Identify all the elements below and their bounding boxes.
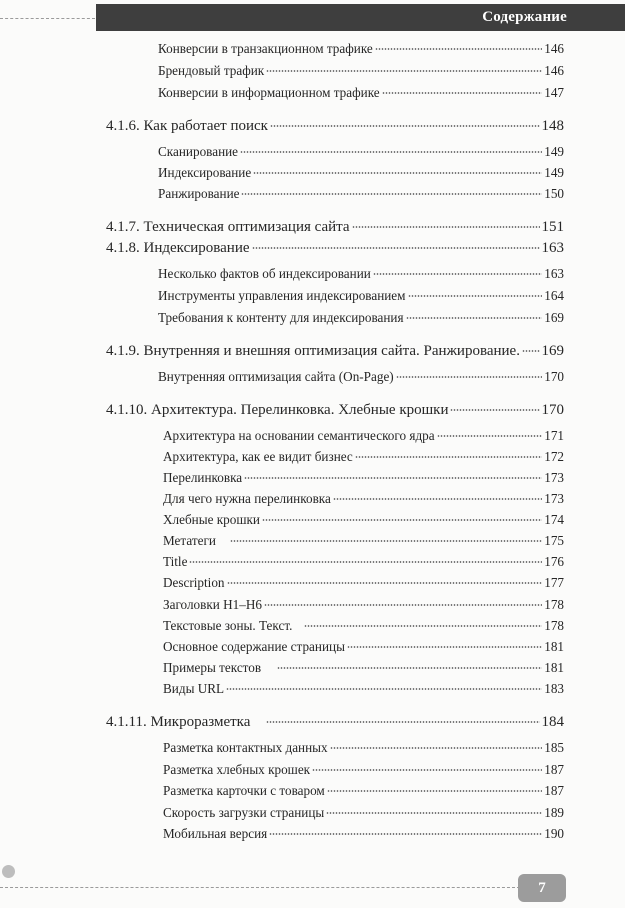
- dot-leader: [230, 540, 542, 542]
- toc-section-page: 184: [541, 714, 564, 730]
- dot-leader: [330, 747, 543, 749]
- toc-entry-page: 190: [544, 826, 564, 841]
- page-number-badge: [518, 874, 566, 902]
- toc-entry[interactable]: [158, 62, 564, 80]
- toc-entry-page: 146: [544, 63, 564, 78]
- toc-entry[interactable]: [163, 596, 564, 614]
- dot-leader: [253, 172, 542, 174]
- dot-leader: [355, 456, 542, 458]
- toc-entry-title: Конверсии в транзакционном трафике: [158, 41, 373, 56]
- dot-leader: [252, 247, 540, 249]
- toc-entry-title: Заголовки H1–H6: [163, 597, 262, 612]
- dot-leader: [240, 151, 542, 153]
- dot-leader: [333, 498, 542, 500]
- dot-leader: [408, 295, 543, 297]
- toc-entry-page: 187: [544, 762, 564, 777]
- toc-entry[interactable]: [158, 287, 564, 305]
- toc-entry-title: Внутренняя оптимизация сайта (On-Page): [158, 369, 394, 384]
- toc-entry-title: Виды URL: [163, 681, 225, 696]
- toc-entry-page: 189: [544, 805, 564, 820]
- toc-section-page: 170: [541, 402, 564, 418]
- toc-entry[interactable]: [163, 680, 564, 698]
- dot-leader: [352, 226, 540, 228]
- dot-leader: [241, 193, 542, 195]
- toc-entry-page: 163: [544, 266, 564, 281]
- dot-leader: [266, 70, 542, 72]
- toc-entry[interactable]: [163, 532, 564, 550]
- toc-section[interactable]: [106, 238, 564, 258]
- toc-entry[interactable]: [163, 761, 564, 779]
- page-title: Содержание: [482, 9, 567, 25]
- toc-entry-page: 181: [544, 639, 564, 654]
- toc-entry[interactable]: [163, 574, 564, 592]
- toc-entry-title: Title: [163, 554, 188, 569]
- toc-entry-page: 150: [544, 186, 564, 201]
- toc-entry-page: 171: [544, 428, 564, 443]
- toc-entry[interactable]: [158, 40, 564, 58]
- dot-leader: [262, 519, 542, 521]
- toc-entry[interactable]: [163, 490, 564, 508]
- toc-entry-title: Сканирование: [158, 144, 239, 159]
- dot-leader: [269, 833, 542, 835]
- toc-entry-title: Ранжирование: [158, 186, 240, 201]
- toc-entry-page: 164: [544, 288, 564, 303]
- toc-entry-title: Индексирование: [158, 165, 252, 180]
- toc-entry-title: Description: [163, 575, 225, 590]
- toc-entry-page: 149: [544, 165, 564, 180]
- toc-entry-title: Хлебные крошки: [163, 512, 260, 527]
- footer-dashed-rule: [0, 887, 520, 888]
- toc-section[interactable]: [106, 116, 564, 136]
- toc-entry[interactable]: [163, 427, 564, 445]
- toc-entry[interactable]: [158, 265, 564, 283]
- dot-leader: [522, 350, 540, 352]
- toc-entry[interactable]: [163, 617, 564, 635]
- toc-section-page: 151: [541, 219, 564, 235]
- dot-leader: [227, 582, 543, 584]
- toc-entry[interactable]: [158, 368, 564, 386]
- toc-entry-page: 149: [544, 144, 564, 159]
- toc-entry-title: Текстовые зоны. Текст.: [163, 618, 293, 633]
- toc-entry-title: Архитектура на основании семантического ядра: [163, 428, 435, 443]
- dot-leader: [304, 625, 542, 627]
- toc-entry-page: 173: [544, 491, 564, 506]
- toc-entry-page: 187: [544, 783, 564, 798]
- toc-entry-title: Разметка контактных данных: [163, 740, 328, 755]
- toc-entry-title: Разметка хлебных крошек: [163, 762, 311, 777]
- dot-leader: [382, 92, 543, 94]
- toc-section-title: 4.1.9. Внутренняя и внешняя оптимизация сайта. Ранжирование.: [106, 343, 520, 359]
- toc-section-title: 4.1.6. Как работает поиск: [106, 118, 268, 134]
- dot-leader: [270, 125, 540, 127]
- toc-entry-title: Разметка карточки с товаром: [163, 783, 325, 798]
- dot-leader: [396, 376, 543, 378]
- dot-leader: [277, 667, 542, 669]
- toc-entry-title: Брендовый трафик: [158, 63, 265, 78]
- toc-entry-page: 170: [544, 369, 564, 384]
- dot-leader: [373, 273, 542, 275]
- toc-entry-page: 175: [544, 533, 564, 548]
- dot-leader: [326, 812, 542, 814]
- toc-section[interactable]: [106, 712, 564, 732]
- toc-section-title: 4.1.7. Техническая оптимизация сайта: [106, 219, 350, 235]
- toc-entry[interactable]: [158, 84, 564, 102]
- toc-entry[interactable]: [163, 782, 564, 800]
- toc-entry-page: 177: [544, 575, 564, 590]
- dot-leader: [312, 769, 542, 771]
- page-number: 7: [538, 879, 546, 896]
- toc-entry-page: 173: [544, 470, 564, 485]
- toc-entry-title: Перелинковка: [163, 470, 243, 485]
- toc-entry-page: 185: [544, 740, 564, 755]
- toc-entry-page: 181: [544, 660, 564, 675]
- dot-leader: [264, 604, 542, 606]
- toc-section[interactable]: [106, 217, 564, 237]
- toc-entry[interactable]: [163, 659, 564, 677]
- dot-leader: [226, 688, 542, 690]
- toc-entry[interactable]: [163, 448, 564, 466]
- toc-section-title: 4.1.8. Индексирование: [106, 240, 250, 256]
- corner-dot: [2, 865, 15, 878]
- toc-entry[interactable]: [163, 739, 564, 757]
- toc-entry-page: 183: [544, 681, 564, 696]
- toc-entry-page: 178: [544, 597, 564, 612]
- toc-entry-title: Инструменты управления индексированием: [158, 288, 406, 303]
- toc-entry-title: Скорость загрузки страницы: [163, 805, 325, 820]
- toc-entry[interactable]: [158, 185, 564, 203]
- toc-section-title: 4.1.11. Микроразметка: [106, 714, 251, 730]
- dot-leader: [437, 435, 543, 437]
- toc-entry-title: Несколько фактов об индексировании: [158, 266, 371, 281]
- toc-entry-page: 146: [544, 41, 564, 56]
- toc-section-page: 148: [541, 118, 564, 134]
- dot-leader: [327, 790, 542, 792]
- toc-entry-title: Примеры текстов: [163, 660, 262, 675]
- dot-leader: [375, 48, 542, 50]
- toc-entry-title: Требования к контенту для индексирования: [158, 310, 404, 325]
- toc-entry-page: 174: [544, 512, 564, 527]
- toc-entry-title: Мобильная версия: [163, 826, 268, 841]
- dot-leader: [244, 477, 542, 479]
- dot-leader: [189, 561, 542, 563]
- toc-entry-title: Основное содержание страницы: [163, 639, 345, 654]
- toc-entry-title: Конверсии в информационном трафике: [158, 85, 380, 100]
- toc-entry[interactable]: [163, 511, 564, 529]
- toc-entry[interactable]: [158, 164, 564, 182]
- dot-leader: [266, 721, 539, 723]
- toc-section-page: 163: [541, 240, 564, 256]
- toc-entry-page: 169: [544, 310, 564, 325]
- toc-entry[interactable]: [163, 553, 564, 571]
- toc-section-title: 4.1.10. Архитектура. Перелинковка. Хлебные крошки: [106, 402, 449, 418]
- toc-entry[interactable]: [163, 469, 564, 487]
- toc-entry[interactable]: [158, 143, 564, 161]
- dot-leader: [347, 646, 542, 648]
- toc-section-page: 169: [541, 343, 564, 359]
- toc-entry[interactable]: [163, 825, 564, 843]
- toc-entry-page: 176: [544, 554, 564, 569]
- toc-entry-page: 172: [544, 449, 564, 464]
- dot-leader: [406, 317, 543, 319]
- toc-section[interactable]: [106, 341, 564, 361]
- toc-entry[interactable]: [163, 638, 564, 656]
- toc-section[interactable]: [106, 400, 564, 420]
- toc-entry[interactable]: [163, 804, 564, 822]
- toc-entry-title: Для чего нужна перелинковка: [163, 491, 331, 506]
- dot-leader: [450, 409, 539, 411]
- toc-entry-title: Архитектура, как ее видит бизнес: [163, 449, 353, 464]
- toc-entry-title: Метатеги: [163, 533, 216, 548]
- toc-entry[interactable]: [158, 309, 564, 327]
- toc-entry-page: 147: [544, 85, 564, 100]
- toc-entry-page: 178: [544, 618, 564, 633]
